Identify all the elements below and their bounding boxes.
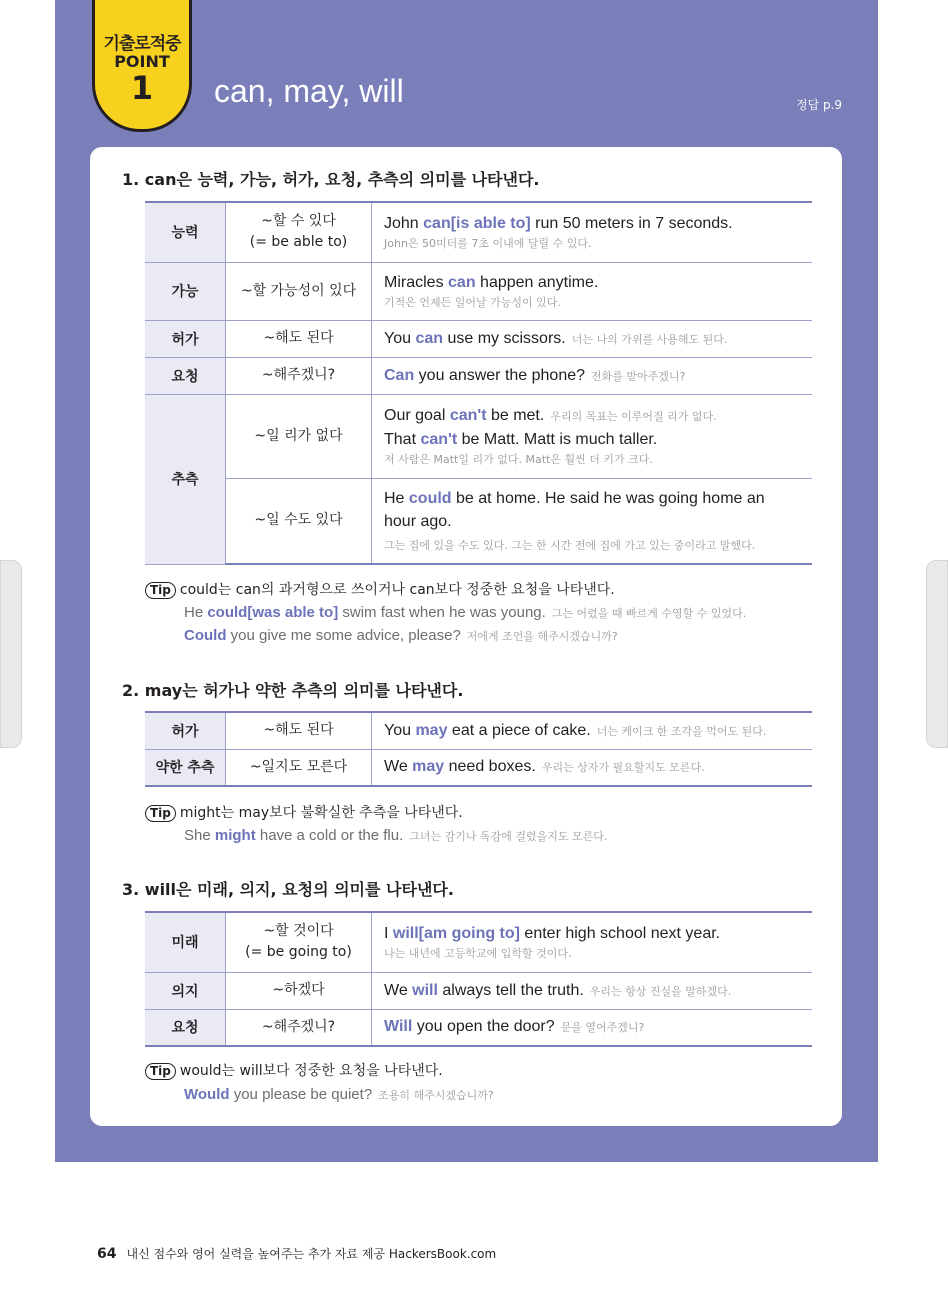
tip-example: He could[was able to] swim fast when he was young. 그는 어렸을 때 빠르게 수영할 수 있었다. <box>184 604 747 621</box>
point-badge <box>92 0 192 132</box>
category-cell: 요청 <box>145 1009 226 1046</box>
example-cell: You may eat a piece of cake. 너는 케이크 한 조각을 먹어도 된다. <box>372 712 813 749</box>
side-tab-left <box>0 560 22 748</box>
category-cell: 약한 추측 <box>145 749 226 786</box>
usage-table <box>145 911 812 1047</box>
example-cell: John can[is able to] run 50 meters in 7 seconds. John은 50미터를 7초 이내에 달릴 수 있다. <box>372 202 813 262</box>
tip-badge: Tip <box>145 805 176 822</box>
tip-note <box>145 802 463 822</box>
table-row <box>145 394 812 478</box>
tip-text: could는 can의 과거형으로 쓰이거나 can보다 정중한 요청을 나타낸다. <box>179 582 615 598</box>
example-cell: You can use my scissors. 너는 나의 가위를 사용해도 된다. <box>372 320 813 357</box>
meaning-cell: ~해주겠니? <box>226 357 372 394</box>
tip-badge: Tip <box>145 582 176 599</box>
tip-example: She might have a cold or the flu. 그녀는 감기나 독감에 걸렸을지도 모른다. <box>184 827 608 844</box>
example-cell: Can you answer the phone? 전화를 받아주겠니? <box>372 357 813 394</box>
meaning-cell: ~할 수 있다 (= be able to) <box>226 202 372 262</box>
meaning-cell: ~해주겠니? <box>226 1009 372 1046</box>
table-row <box>145 912 812 972</box>
badge-point: POINT <box>114 52 170 71</box>
category-cell: 가능 <box>145 262 226 320</box>
page-number: 64 <box>97 1246 117 1262</box>
meaning-cell: ~하겠다 <box>226 972 372 1009</box>
page-footer <box>97 1245 496 1262</box>
section-heading: 2. may는 허가나 약한 추측의 의미를 나타낸다. <box>122 681 464 700</box>
page-title: can, may, will <box>214 73 404 109</box>
table-row <box>145 357 812 394</box>
category-cell: 요청 <box>145 357 226 394</box>
table-row <box>145 749 812 786</box>
meaning-cell: ~일지도 모른다 <box>226 749 372 786</box>
tip-note <box>145 579 615 599</box>
example-cell: We may need boxes. 우리는 상자가 필요할지도 모른다. <box>372 749 813 786</box>
table-row <box>145 712 812 749</box>
tip-badge: Tip <box>145 1063 176 1080</box>
meaning-cell: ~할 것이다 (= be going to) <box>226 912 372 972</box>
section-heading: 1. can은 능력, 가능, 허가, 요청, 추측의 의미를 나타낸다. <box>122 170 540 189</box>
table-row <box>145 320 812 357</box>
tip-example: Would you please be quiet? 조용히 해주시겠습니까? <box>184 1086 494 1103</box>
usage-table <box>145 711 812 787</box>
example-cell: We will always tell the truth. 우리는 항상 진실을 말하겠다. <box>372 972 813 1009</box>
example-cell: Will you open the door? 문을 열어주겠니? <box>372 1009 813 1046</box>
table-row <box>145 972 812 1009</box>
answer-reference: 정답 p.9 <box>796 98 843 112</box>
table-row <box>145 262 812 320</box>
section-heading: 3. will은 미래, 의지, 요청의 의미를 나타낸다. <box>122 880 454 899</box>
example-cell: Miracles can happen anytime. 기적은 언제든 일어날 가능성이 있다. <box>372 262 813 320</box>
category-cell: 허가 <box>145 712 226 749</box>
category-cell: 능력 <box>145 202 226 262</box>
meaning-cell: ~해도 된다 <box>226 320 372 357</box>
side-tab-right <box>926 560 948 748</box>
meaning-cell: ~할 가능성이 있다 <box>226 262 372 320</box>
table-row <box>145 202 812 262</box>
category-cell: 의지 <box>145 972 226 1009</box>
tip-note <box>145 1060 443 1080</box>
badge-number: 1 <box>130 69 154 107</box>
meaning-cell: ~일 리가 없다 <box>226 394 372 478</box>
example-cell: I will[am going to] enter high school next year. 나는 내년에 고등학교에 입학할 것이다. <box>372 912 813 972</box>
usage-table <box>145 201 812 565</box>
tip-text: would는 will보다 정중한 요청을 나타낸다. <box>179 1063 443 1079</box>
tip-example: Could you give me some advice, please? 저에게 조언을 해주시겠습니까? <box>184 627 618 644</box>
meaning-cell: ~해도 된다 <box>226 712 372 749</box>
table-row <box>145 1009 812 1046</box>
table-row <box>145 478 812 564</box>
meaning-cell: ~일 수도 있다 <box>226 478 372 564</box>
badge-label: 기출로적중 <box>103 34 181 54</box>
example-cell: Our goal can't be met. 우리의 목표는 이루어질 리가 없다. That can't be Matt. Matt is much taller. 저 사람은 Matt일 리가 없다. Matt은 훨씬 더 키가 크다. <box>372 394 813 478</box>
category-cell: 미래 <box>145 912 226 972</box>
content-card <box>90 147 842 1126</box>
category-cell: 추측 <box>145 394 226 564</box>
category-cell: 허가 <box>145 320 226 357</box>
tip-text: might는 may보다 불확실한 추측을 나타낸다. <box>179 805 463 821</box>
example-cell: He could be at home. He said he was going home an hour ago. 그는 집에 있을 수도 있다. 그는 한 시간 전에 집에 가고 있는 중이라고 말했다. <box>372 478 813 564</box>
footer-text: 내신 점수와 영어 실력을 높여주는 추가 자료 제공 HackersBook.com <box>126 1247 497 1261</box>
